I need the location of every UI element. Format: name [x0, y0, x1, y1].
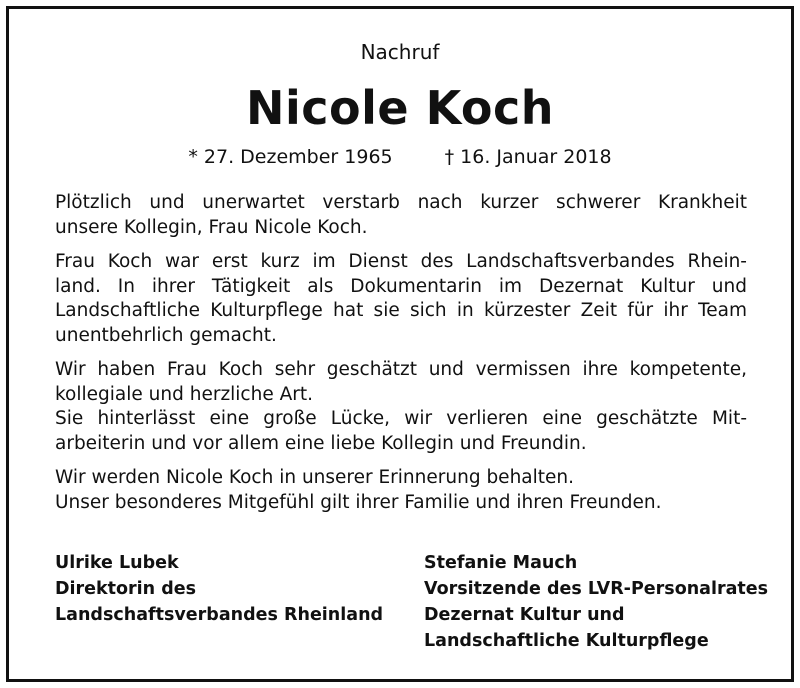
life-dates	[0, 145, 800, 169]
paragraph-1	[55, 191, 747, 240]
birth-date: * 27. Dezember 1965	[188, 146, 393, 168]
text-line: kollegiale und herzliche Art.	[55, 383, 313, 405]
signature-right	[424, 550, 768, 654]
signer-name: Stefanie Mauch	[424, 553, 578, 573]
text-line: Plötzlich und unerwartet verstarb nach kurzer schwerer Krankheit	[55, 192, 747, 213]
obituary-heading: Nachruf	[360, 40, 440, 64]
signer-title: Landschaftsverbandes Rheinland	[55, 605, 384, 625]
text-line: land. In ihrer Tätigkeit als Dokumentarin im Dezernat Kultur und	[55, 275, 747, 297]
text-line: arbeiterin und vor allem eine liebe Kollegin und Freundin.	[55, 432, 587, 454]
signer-title: Vorsitzende des LVR-Personalrates	[424, 579, 769, 599]
signer-title: Landschaftliche Kulturpflege	[424, 631, 709, 651]
death-date: † 16. Januar 2018	[444, 146, 612, 168]
deceased-name: Nicole Koch	[245, 81, 555, 135]
signer-name: Ulrike Lubek	[55, 553, 179, 573]
signer-title: Dezernat Kultur und	[424, 605, 625, 625]
text-line: Wir werden Nicole Koch in unserer Erinnerung behalten.	[55, 467, 575, 488]
signature-left	[55, 550, 383, 628]
text-line: Wir haben Frau Koch sehr geschätzt und vermissen ihre kompetente,	[55, 359, 747, 380]
paragraph-2	[55, 250, 747, 348]
text-line: Frau Koch war erst kurz im Dienst des Landschaftsverbandes Rhein-	[55, 251, 747, 272]
obituary-text	[55, 191, 747, 515]
text-line: Sie hinterlässt eine große Lücke, wir verlieren eine geschätzte Mit-	[55, 408, 747, 429]
text-line: Unser besonderes Mitgefühl gilt ihrer Familie und ihren Freunden.	[55, 491, 662, 513]
paragraph-3	[55, 358, 747, 456]
paragraph-4	[55, 466, 747, 515]
text-line: unentbehrlich gemacht.	[55, 324, 277, 346]
text-line: Landschaftliche Kulturpflege hat sie sich in kürzester Zeit für ihr Team	[55, 300, 747, 321]
text-line: unsere Kollegin, Frau Nicole Koch.	[55, 216, 368, 238]
signer-title: Direktorin des	[55, 579, 197, 599]
